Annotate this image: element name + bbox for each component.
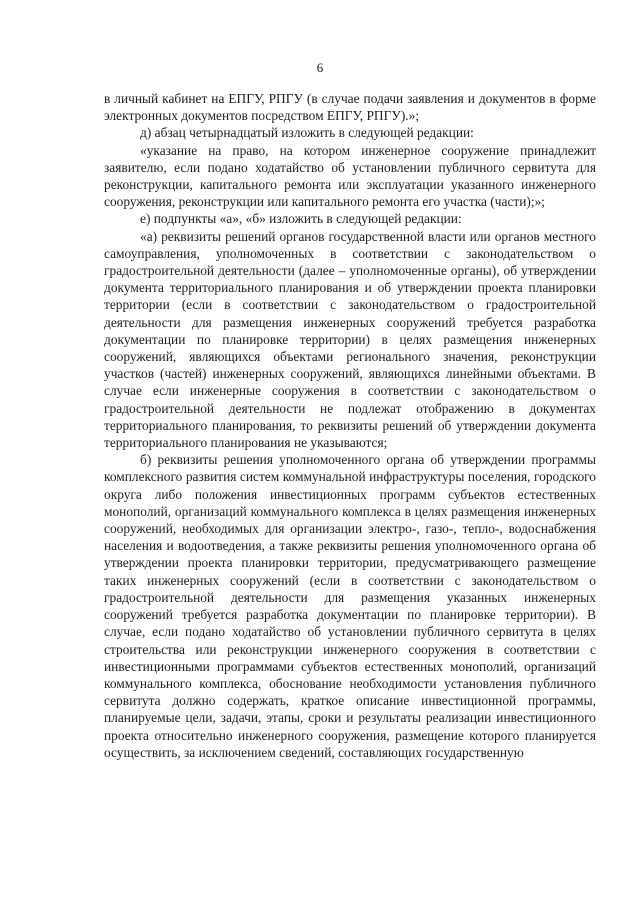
paragraph-item-a: «а) реквизиты решений органов государственной власти или органов местного самоуправления, уполномоченных в соответствии с законодательством о градостроительной деятельности (далее – уполномоченные органы), об утверждении документа территориального планирования и об утверждении проекта планировки территории (если в соответствии с законодательством о градостроительной деятельности для размещения инженерных сооружений требуется разработка документации по планировке территории) в целях размещения инженерных сооружений, являющихся объектами регионального значения, реконструкции участков (частей) инженерных сооружений, являющихся линейными объектами. В случае если инженерные сооружения в соответствии с законодательством о градостроительной деятельности не подлежат отображению в документах территориального планирования, то реквизиты решений об утверждении документа территориального планирования не указываются; <box>104 228 596 451</box>
page-number: 6 <box>316 60 324 75</box>
paragraph-subitem-e: е) подпункты «а», «б» изложить в следующей редакции: <box>140 211 462 227</box>
paragraph-right-indication: «указание на право, на котором инженерное сооружение принадлежит заявителю, если подано ходатайство об установлении публичного сервитута для реконструкции, капитального ремонта или эксплуатации указанного инженерного сооружения, реконструкции или капитального ремонта его участка (части);»; <box>104 142 596 210</box>
document-body <box>104 90 596 761</box>
paragraph-item-b: б) реквизиты решения уполномоченного органа об утверждении программы комплексного развития систем коммунальной инфраструктуры поселения, городского округа либо положения инвестиционных программ субъектов естественных монополий, организаций коммунального комплекса в целях размещения инженерных сооружений, необходимых для организации электро-, газо-, тепло-, водоснабжения населения и водоотведения, а также реквизиты решения уполномоченного органа об утверждении проекта планировки территории, предусматривающего размещение таких инженерных сооружений (если в соответствии с законодательством о градостроительной деятельности для размещения указанных инженерных сооружений требуется разработка документации по планировке территории). В случае, если подано ходатайство об установлении публичного сервитута в целях строительства или реконструкции инженерного сооружения в соответствии с инвестиционными программами субъектов естественных монополий, организаций коммунального комплекса, обоснование необходимости установления публичного сервитута должно содержать, краткое описание инвестиционной программы, планируемые цели, задачи, этапы, сроки и результаты реализации инвестиционного проекта относительно инженерного сооружения, размещение которого планируется осуществить, за исключением сведений, составляющих государственную <box>104 452 596 760</box>
paragraph-subitem-d: д) абзац четырнадцатый изложить в следующей редакции: <box>140 125 474 141</box>
paragraph-continuation: в личный кабинет на ЕПГУ, РПГУ (в случае подачи заявления и документов в форме электронных документов посредством ЕПГУ, РПГУ).»; <box>104 91 596 124</box>
